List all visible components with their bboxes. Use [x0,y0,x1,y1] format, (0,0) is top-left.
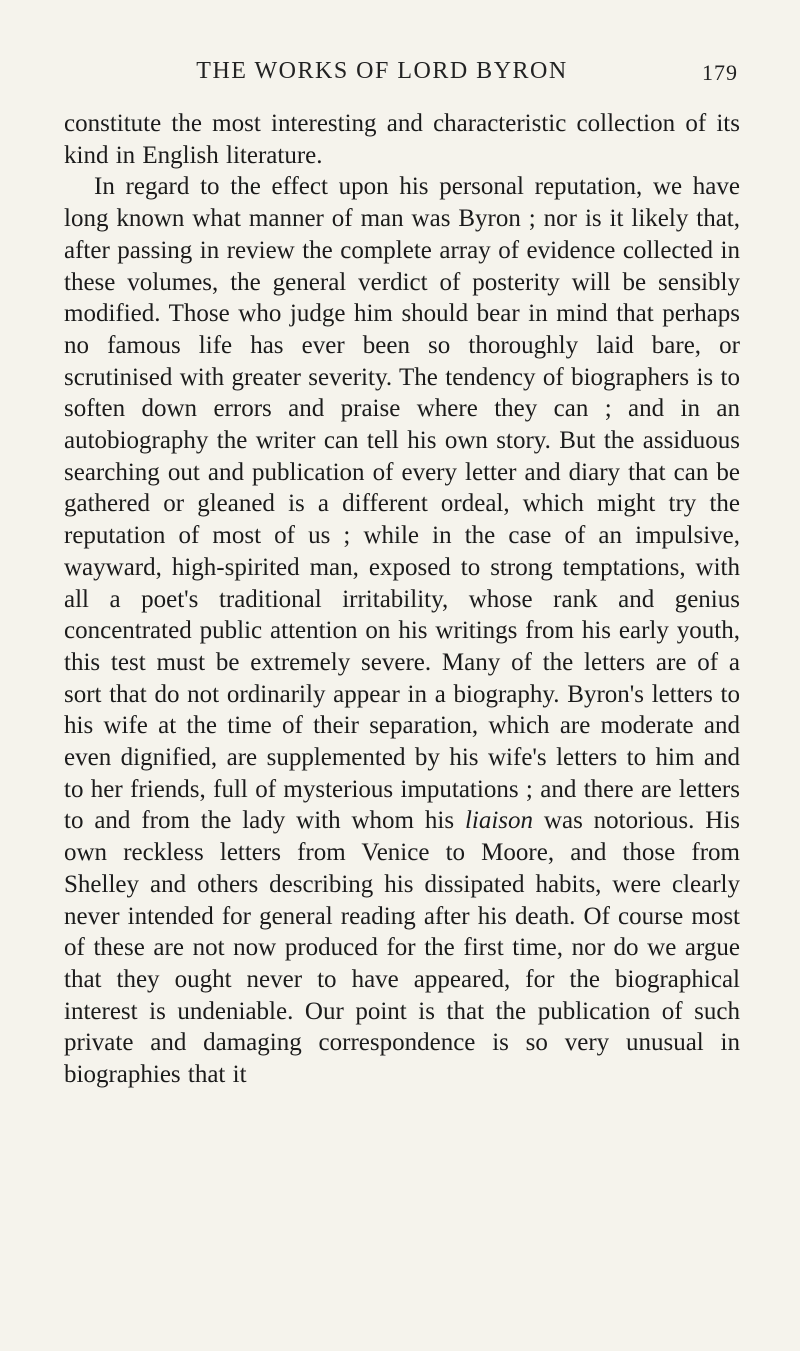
italic-word-liaison: liaison [464,807,534,835]
paragraph: constitute the most interesting and characteristic collection of its kind in English literature. [64,110,740,169]
paragraph-segment: was notorious. His own reckless letters from Venice to Moore, and those from Shelley and others describing his dissipated habits, were clearly never intended for general reading after his death. Of course most of these are not now produced for the first time, nor do we argue that they ought never to have appeared, for the biographical interest is undeniable. Our point is that the publication of such private and damaging correspondence is so very unusual in biographies that it [64,807,740,1089]
page-header [64,58,740,92]
page-number: 179 [702,60,738,85]
paragraph-segment: In regard to the effect upon his personal reputation, we have long known what manner of man was Byron ; nor is it likely that, after passing in review the complete array of evidence collected in these volumes, the general verdict of posterity will be sensibly modified. Those who judge him should bear in mind that perhaps no famous life has ever been so thoroughly laid bare, or scrutinised with greater severity. The tendency of biographers is to soften down errors and praise where they can ; and in an autobiography the writer can tell his own story. But the assiduous searching out and publication of every letter and diary that can be gathered or gleaned is a different ordeal, which might try the reputation of most of us ; while in the case of an impulsive, wayward, high-spirited man, exposed to strong temptations, with all a poet's traditional irritability, whose rank and genius concentrated public attention on his writings from his early youth, this test must be extremely severe. Many of the letters are of a sort that do not ordinarily appear in a biography. Byron's letters to his wife at the time of their separation, which are moderate and even dignified, are supplemented by his wife's letters to him and to her friends, full of mysterious imputations ; and there are letters to and from the lady with whom his [64,173,740,835]
body-text [64,108,740,1091]
page-title: THE WORKS OF LORD BYRON [196,58,568,84]
paragraph [64,171,740,1090]
